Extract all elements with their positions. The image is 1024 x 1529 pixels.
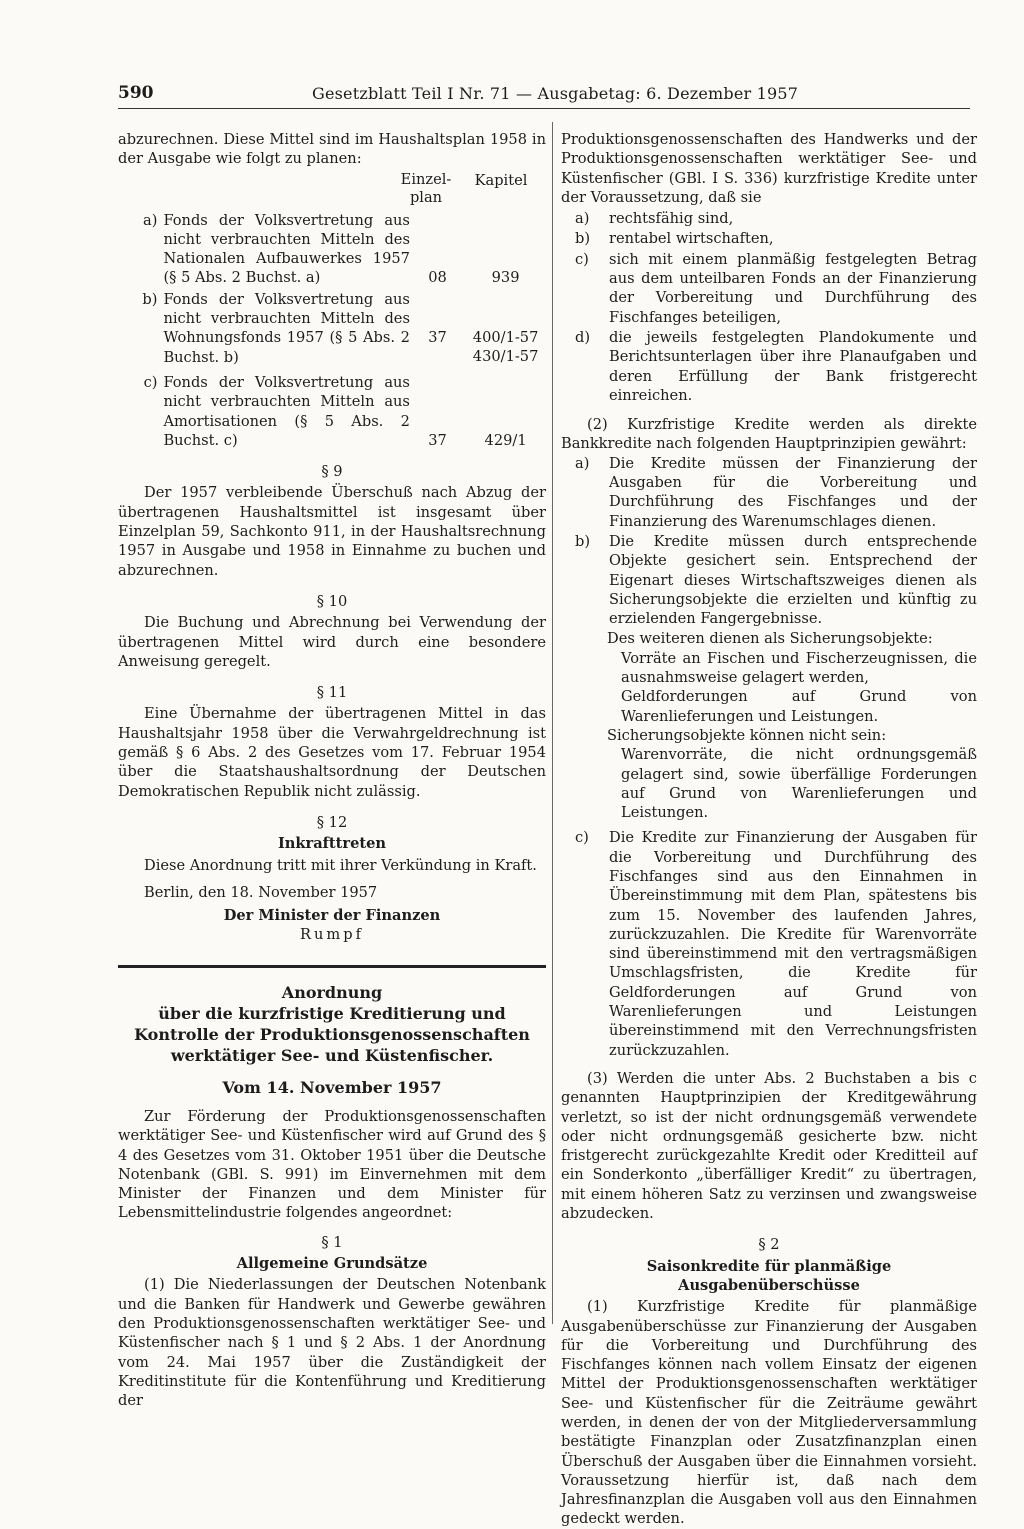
section-heading: § 11 xyxy=(316,684,348,702)
budget-row-letter: b) xyxy=(142,290,158,308)
non-security-intro: Sicherungsobjekte können nicht sein: xyxy=(607,726,887,744)
section-12-text: Diese Anordnung tritt mit ihrer Verkündung in Kraft. xyxy=(144,856,537,874)
list-item xyxy=(561,328,977,405)
page-number: 590 xyxy=(118,83,154,103)
section-2-paragraph-1: (1) Kurzfristige Kredite für planmäßige Ausgabenüberschüsse zur Finanzierung der Ausgaben für die Vorbereitung und Durchführung des Fischfanges können nach vollem Einsatz der eigenen Mittel der Produktionsgenossenschaften werktätiger See- und Küstenfischer für die Zeiträume gewährt werden, in denen der von der Mitgliederversammlung bestätigte Finanzplan oder Zusatzfinanzplan einen Überschuß der Ausgaben über die Einnahmen vorsieht. Voraussetzung hierfür ist, daß nach dem Jahresfinanzplan die Ausgaben voll aus den Einnahmen gedeckt werden. xyxy=(561,1298,977,1528)
budget-row-text: Fonds der Volksvertretung aus nicht verbrauchten Mitteln des Wohnungsfonds 1957 (§ 5 Abs. 2 Buchst. b) xyxy=(163,290,410,366)
principle-a-text: Die Kredite müssen der Finanzierung der Ausgaben für die Vorbereitung und Durchführung des Fischfanges und der Finanzierung des Warenumschlages dienen. xyxy=(609,454,977,530)
budget-table-header xyxy=(118,171,546,207)
list-label: c) xyxy=(575,250,589,268)
security-object-1: Vorräte an Fischen und Fischerzeugnissen, die ausnahmsweise gelagert werden, xyxy=(621,649,977,687)
list-label: c) xyxy=(575,829,589,847)
col-kapitel: Kapitel xyxy=(474,171,528,189)
section-12-title: Inkrafttreten xyxy=(277,835,387,853)
budget-row xyxy=(118,290,546,367)
anordnung-date: Vom 14. November 1957 xyxy=(222,1077,442,1097)
column-divider xyxy=(552,122,553,1324)
budget-row xyxy=(118,373,546,450)
budget-row-text: Fonds der Volksvertretung aus nicht verbrauchten Mitteln des Nationalen Aufbauwerkes 1957 (§ 5 Abs. 2 Buchst. a) xyxy=(163,211,410,287)
budget-row-kapitel: 400/1-57 430/1-57 xyxy=(472,328,539,366)
anordnung-title: Anordnung über die kurzfristige Kreditierung und Kontrolle der Produktionsgenossenschaften werktätiger See- und Küstenfischer. xyxy=(134,982,530,1065)
budget-row-einzelplan: 37 xyxy=(428,328,447,346)
signer-title: Der Minister der Finanzen xyxy=(223,907,441,925)
right-column xyxy=(561,130,977,1529)
list-label: a) xyxy=(575,454,590,472)
list-label: b) xyxy=(575,230,591,248)
section-heading: § 9 xyxy=(321,463,343,481)
signer-name: Rumpf xyxy=(300,926,364,944)
col-einzelplan: Einzel- plan xyxy=(400,170,452,206)
section-separator xyxy=(118,965,546,968)
non-security-object: Warenvorräte, die nicht ordnungsgemäß gelagert sind, sowie überfällige Forderungen auf Grund von Warenlieferungen und Leistungen. xyxy=(621,746,977,822)
place-date: Berlin, den 18. November 1957 xyxy=(144,883,378,901)
list-item xyxy=(561,250,977,327)
section-1-title: Allgemeine Grundsätze xyxy=(236,1255,428,1273)
principle-c xyxy=(561,828,977,1060)
principle-a xyxy=(561,454,977,531)
header-rule xyxy=(118,108,970,109)
list-item xyxy=(561,229,977,248)
section-10-text: Die Buchung und Abrechnung bei Verwendung der übertragenen Mittel wird durch eine besondere Anweisung geregelt. xyxy=(118,614,546,670)
budget-row-kapitel: 939 xyxy=(491,269,520,287)
conditions-list xyxy=(561,209,977,405)
budget-row-einzelplan: 37 xyxy=(428,431,447,449)
intro-paragraph: abzurechnen. Diese Mittel sind im Haushaltsplan 1958 in der Ausgabe wie folgt zu planen: xyxy=(118,131,546,168)
continuation-paragraph: Produktionsgenossenschaften des Handwerks und der Produktionsgenossenschaften werktätiger See- und Küstenfischer (GBl. I S. 336) kurzfristige Kredite unter der Voraussetzung, daß sie xyxy=(561,131,977,206)
section-heading: § 2 xyxy=(758,1236,780,1254)
section-heading: § 1 xyxy=(321,1233,343,1251)
list-text: sich mit einem planmäßig festgelegten Betrag aus dem unteilbaren Fonds an der Finanzierung der Vorbereitung und Durchführung des Fischfanges beteiligen, xyxy=(609,250,977,326)
section-11-text: Eine Übernahme der übertragenen Mittel in das Haushaltsjahr 1958 über die Verwahrgeldrechnung ist gemäß § 6 Abs. 2 des Gesetzes vom 17. Februar 1954 über die Staatshaushaltsordnung der Deutschen Demokratischen Republik nicht zulässig. xyxy=(118,705,546,800)
section-heading: § 12 xyxy=(316,813,348,831)
paragraph-3: (3) Werden die unter Abs. 2 Buchstaben a bis c genannten Hauptprinzipien der Kreditgewährung verletzt, so ist der nicht ordnungsgemäß verwendete oder nicht ordnungsgemäß gesicherte bzw. nicht fristgerecht zurückgezahlte Kredit oder Kreditteil auf ein Sonderkonto „überfälliger Kredit“ zu übertragen, mit einem höheren Satz zu verzinsen und zwangsweise abzudecken. xyxy=(561,1069,977,1223)
list-label: b) xyxy=(575,532,591,550)
page-header xyxy=(118,84,972,110)
section-heading: § 10 xyxy=(316,592,348,610)
preamble: Zur Förderung der Produktionsgenossenschaften werktätiger See- und Küstenfischer wird auf Grund des § 4 des Gesetzes vom 31. Oktober 1951 über die Deutsche Notenbank (GBl. S. 991) im Einvernehmen mit dem Minister der Finanzen und dem Minister für Lebensmittelindustrie folgendes angeordnet: xyxy=(118,1107,546,1222)
section-9-text: Der 1957 verbleibende Überschuß nach Abzug der übertragenen Haushaltsmittel ist insgesamt über Einzelplan 59, Sachkonto 911, in der Haushaltsrechnung 1957 in Ausgabe und 1958 in Einnahme zu buchen und abzurechnen. xyxy=(118,484,546,579)
section-2-title: Saisonkredite für planmäßige Ausgabenüberschüsse xyxy=(646,1257,892,1294)
list-item xyxy=(561,209,977,228)
list-text: die jeweils festgelegten Plandokumente und Berichtsunterlagen über ihre Planaufgaben und deren Erfüllung der Bank fristgerecht einreichen. xyxy=(609,328,977,404)
budget-row xyxy=(118,211,546,288)
left-column xyxy=(118,130,546,1410)
budget-row-letter: a) xyxy=(143,211,158,229)
list-label: d) xyxy=(575,328,591,346)
principle-b xyxy=(561,532,977,628)
list-label: a) xyxy=(575,210,590,228)
principle-b-text: Die Kredite müssen durch entsprechende Objekte gesichert sein. Entsprechend der Eigenart dieses Wirtschaftszweiges dienen als Sicherungsobjekte die erzielten und künftig zu erzielenden Fangergebnisse. xyxy=(609,532,977,628)
principle-c-text: Die Kredite zur Finanzierung der Ausgaben für die Vorbereitung und Durchführung des Fischfanges sind aus den Einnahmen in Übereinstimmung mit dem Plan, spätestens bis zum 15. November des laufenden Jahres, zurückzuzahlen. Die Kredite für Warenvorräte sind übereinstimmend mit den vertragsmäßigen Umschlagsfristen, die Kredite für Geldforderungen auf Grund von Warenlieferungen und Leistungen übereinstimmend mit den Verrechnungsfristen zurückzuzahlen. xyxy=(609,829,977,1059)
list-text: rentabel wirtschaften, xyxy=(609,230,774,248)
budget-row-letter: c) xyxy=(143,373,158,391)
budget-row-einzelplan: 08 xyxy=(428,269,447,287)
security-object-2: Geldforderungen auf Grund von Warenlieferungen und Leistungen. xyxy=(621,688,977,725)
paragraph-2-intro: (2) Kurzfristige Kredite werden als direkte Bankkredite nach folgenden Hauptprinzipien gewährt: xyxy=(561,416,977,453)
section-1-paragraph-1: (1) Die Niederlassungen der Deutschen Notenbank und die Banken für Handwerk und Gewerbe gewähren den Produktionsgenossenschaften werktätiger See- und Küstenfischer nach § 1 und § 2 Abs. 1 der Anordnung vom 24. Mai 1957 über die Zuständigkeit der Kreditinstitute für die Kontenführung und Kreditierung der xyxy=(118,1276,546,1410)
security-objects-intro: Des weiteren dienen als Sicherungsobjekte: xyxy=(607,630,933,648)
gazette-title: Gesetzblatt Teil I Nr. 71 — Ausgabetag: 6. Dezember 1957 xyxy=(312,84,799,103)
list-text: rechtsfähig sind, xyxy=(609,210,734,228)
budget-row-kapitel: 429/1 xyxy=(484,431,527,449)
budget-row-text: Fonds der Volksvertretung aus nicht verbrauchten Mitteln aus Amortisationen (§ 5 Abs. 2 Buchst. c) xyxy=(163,373,410,449)
